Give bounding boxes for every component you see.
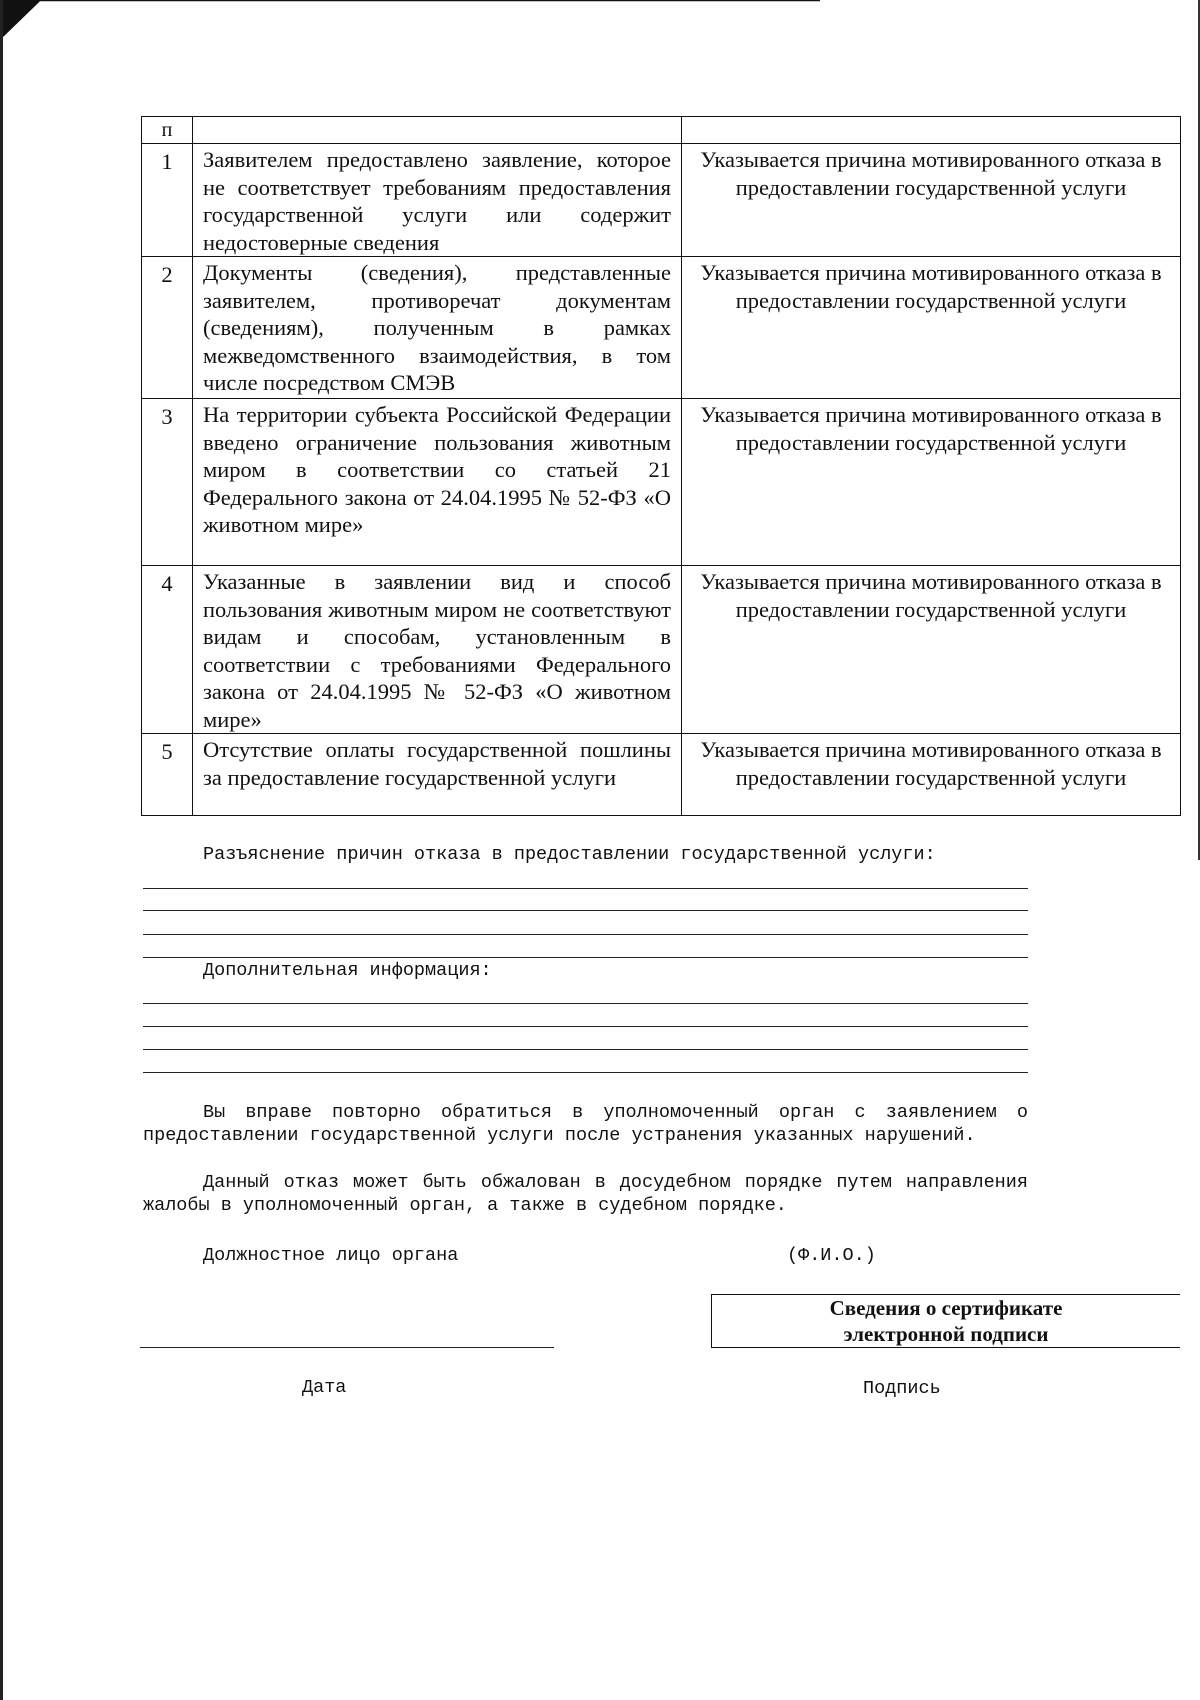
scan-edge-shadow — [0, 0, 820, 40]
additional-info-line[interactable] — [143, 1003, 1028, 1004]
row-explanation: Указывается причина мотивированного отказа в предоставлении государственной услуги — [682, 144, 1181, 257]
row-number: 4 — [142, 566, 193, 734]
table-row — [142, 566, 1181, 734]
date-line[interactable] — [140, 1347, 554, 1348]
row-reason: Указанные в заявлении вид и способ пользования животным миром не соответствуют видам и способам, установленным в соответствии с требованиями Федерального закона от 24.04.1995 № 52-ФЗ «О животном мире» — [193, 566, 682, 734]
row-explanation: Указывается причина мотивированного отказа в предоставлении государственной услуги — [682, 257, 1181, 399]
explanation-label: Разъяснение причин отказа в предоставлении государственной услуги: — [203, 844, 936, 865]
table-row — [142, 257, 1181, 399]
additional-info-line[interactable] — [143, 1072, 1028, 1073]
table-row — [142, 399, 1181, 566]
refusal-reasons-table — [141, 116, 1181, 816]
row-number: 1 — [142, 144, 193, 257]
additional-info-label: Дополнительная информация: — [203, 960, 492, 981]
row-number: 3 — [142, 399, 193, 566]
row-explanation: Указывается причина мотивированного отказа в предоставлении государственной услуги — [682, 566, 1181, 734]
row-reason: Заявителем предоставлено заявление, которое не соответствует требованиям предоставления государственной услуги или содержит недостоверные сведения — [193, 144, 682, 257]
explanation-line[interactable] — [143, 910, 1028, 911]
row-explanation: Указывается причина мотивированного отказа в предоставлении государственной услуги — [682, 734, 1181, 816]
header-explanation-cell — [682, 117, 1181, 144]
explanation-line[interactable] — [143, 957, 1028, 958]
certificate-title-line2: электронной подписи — [843, 1322, 1049, 1346]
date-label: Дата — [302, 1377, 347, 1398]
table-header-row — [142, 117, 1181, 144]
header-reason-cell — [193, 117, 682, 144]
row-number: 2 — [142, 257, 193, 399]
header-number-cell: п — [142, 117, 193, 144]
signature-certificate-box — [711, 1294, 1180, 1348]
explanation-line[interactable] — [143, 888, 1028, 889]
additional-info-line[interactable] — [143, 1049, 1028, 1050]
reapply-paragraph: Вы вправе повторно обратиться в уполномоченный орган с заявлением о предоставлении государственной услуги после устранения указанных нарушений. — [143, 1102, 1028, 1146]
row-explanation: Указывается причина мотивированного отказа в предоставлении государственной услуги — [682, 399, 1181, 566]
table-row — [142, 734, 1181, 816]
row-reason: На территории субъекта Российской Федерации введено ограничение пользования животным миром в соответствии со статьей 21 Федерального закона от 24.04.1995 № 52-ФЗ «О животном мире» — [193, 399, 682, 566]
signature-label: Подпись — [863, 1378, 941, 1399]
row-number: 5 — [142, 734, 193, 816]
table-row — [142, 144, 1181, 257]
official-label: Должностное лицо органа — [203, 1245, 459, 1266]
certificate-title-line1: Сведения о сертификате — [829, 1296, 1063, 1320]
scan-left-edge — [0, 0, 3, 1700]
fio-label: (Ф.И.О.) — [787, 1245, 876, 1266]
row-reason: Отсутствие оплаты государственной пошлины за предоставление государственной услуги — [193, 734, 682, 816]
additional-info-line[interactable] — [143, 1026, 1028, 1027]
row-reason: Документы (сведения), представленные заявителем, противоречат документам (сведениям), полученным в рамках межведомственного взаимодействия, в том числе посредством СМЭВ — [193, 257, 682, 399]
appeal-paragraph: Данный отказ может быть обжалован в досудебном порядке путем направления жалобы в уполномоченный орган, а также в судебном порядке. — [143, 1172, 1028, 1216]
explanation-line[interactable] — [143, 934, 1028, 935]
